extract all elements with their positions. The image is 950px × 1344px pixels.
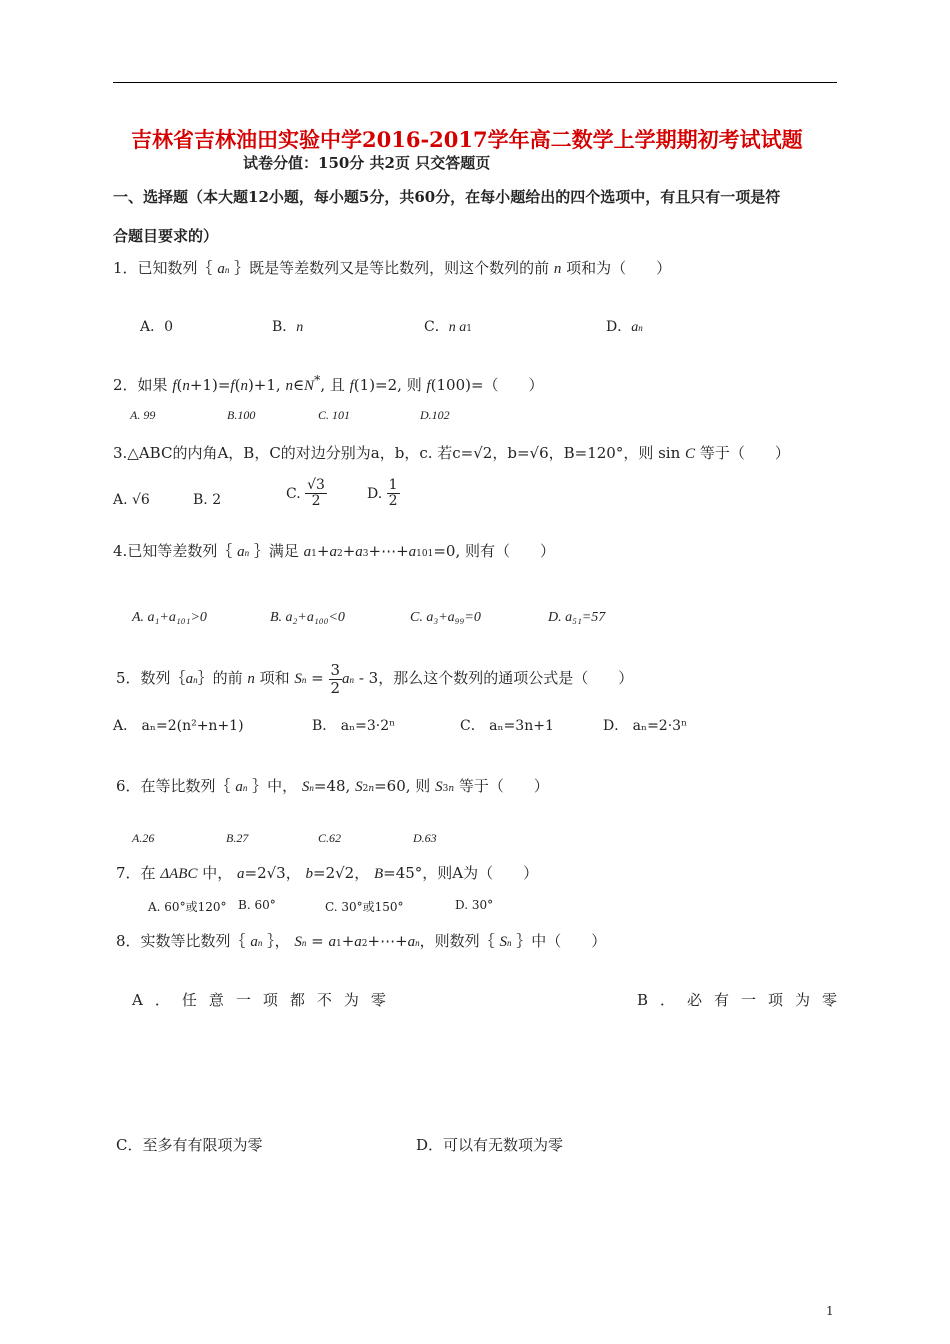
q4-option-a: A. a₁+a₁₀₁>0 bbox=[132, 610, 207, 625]
q8-option-a: A．任意一项都不为零 bbox=[132, 991, 398, 1009]
question-1: 1．已知数列｛ an ｝既是等差数列又是等比数列，则这个数列的前 n 项和为（ ） bbox=[113, 259, 672, 277]
q5-option-c: C． aₙ=3n+1 bbox=[460, 718, 554, 734]
page-number: 1 bbox=[826, 1304, 834, 1318]
q5-option-d: D． aₙ=2·3ⁿ bbox=[603, 718, 688, 734]
q7-option-d: D. 30° bbox=[455, 898, 494, 912]
q4-option-c: C. a₃+a₉₉=0 bbox=[410, 610, 481, 625]
q8-option-b: B．必有一项为零 bbox=[637, 991, 850, 1009]
q8-option-c: C．至多有有限项为零 bbox=[116, 1136, 263, 1154]
q1-option-d: D．an bbox=[606, 319, 643, 335]
question-3: 3.△ABC的内角A，B，C的对边分别为a，b，c. 若c=√2，b=√6，B=120°，则 sin C 等于（ ） bbox=[113, 444, 790, 462]
header-rule bbox=[113, 82, 837, 83]
q6-option-b: B.27 bbox=[226, 831, 249, 845]
section-heading: 一、选择题（本大题12小题，每小题5分，共60分，在每小题给出的四个选项中，有且只有一项是符 bbox=[113, 188, 781, 206]
q2-option-a: A. 99 bbox=[130, 408, 156, 422]
q1-option-c: C．n a1 bbox=[424, 319, 472, 335]
q2-option-d: D.102 bbox=[420, 408, 450, 422]
q7-option-a: A. 60°或120° bbox=[148, 900, 227, 914]
q5-option-a: A． aₙ=2(n²+n+1) bbox=[113, 718, 244, 734]
q3-option-b: B. 2 bbox=[193, 492, 222, 508]
q1-option-b: B．n bbox=[272, 319, 304, 335]
section-heading-cont: 合题目要求的） bbox=[113, 227, 219, 245]
question-2: 2．如果 f(n+1)=f(n)+1, n∈N*, 且 f(1)=2, 则 f(100)=（ ） bbox=[113, 372, 544, 394]
question-6: 6．在等比数列｛ an ｝中， Sn=48, S2n=60, 则 S3n 等于（ ） bbox=[116, 777, 549, 795]
q6-option-a: A.26 bbox=[132, 831, 155, 845]
q2-option-b: B.100 bbox=[227, 408, 256, 422]
q4-option-b: B. a₂+a₁₀₀<0 bbox=[270, 610, 345, 625]
q2-option-c: C. 101 bbox=[318, 408, 351, 422]
question-7: 7．在 ΔABC 中， a=2√3， b=2√2， B=45°，则A为（ ） bbox=[116, 864, 539, 882]
q6-option-d: D.63 bbox=[413, 831, 437, 845]
q4-option-d: D. a₅₁=57 bbox=[548, 610, 606, 625]
q7-option-b: B. 60° bbox=[238, 898, 276, 912]
question-4: 4.已知等差数列｛ an ｝满足 a1+a2+a3+⋯+a101=0, 则有（ ） bbox=[113, 542, 555, 560]
question-5: 5．数列｛an｝的前 n 项和 Sn = $\frac{3}{2}$ an - 3，那么这个数列的通项公式是（ ） bbox=[116, 661, 634, 697]
q7-option-c: C. 30°或150° bbox=[325, 900, 404, 914]
q3-option-a: A. √6 bbox=[113, 492, 150, 508]
q6-option-c: C.62 bbox=[318, 831, 342, 845]
exam-title: 吉林省吉林油田实验中学2016-2017学年高二数学上学期期初考试试题 bbox=[131, 127, 803, 152]
q1-option-a: A．0 bbox=[140, 319, 174, 335]
q8-option-d: D．可以有无数项为零 bbox=[416, 1136, 564, 1154]
q3-option-d: D. $\frac{1}{2}$ bbox=[367, 477, 398, 510]
q3-option-c: C. $\frac{√3}{2}$ bbox=[286, 477, 325, 510]
q5-option-b: B． aₙ=3·2ⁿ bbox=[312, 718, 396, 734]
exam-meta: 试卷分值：150分 共2页 只交答题页 bbox=[243, 154, 491, 172]
question-8: 8．实数等比数列｛ an ｝， Sn = a1+a2+⋯+an，则数列｛ Sn ｝中（ ） bbox=[116, 932, 607, 950]
